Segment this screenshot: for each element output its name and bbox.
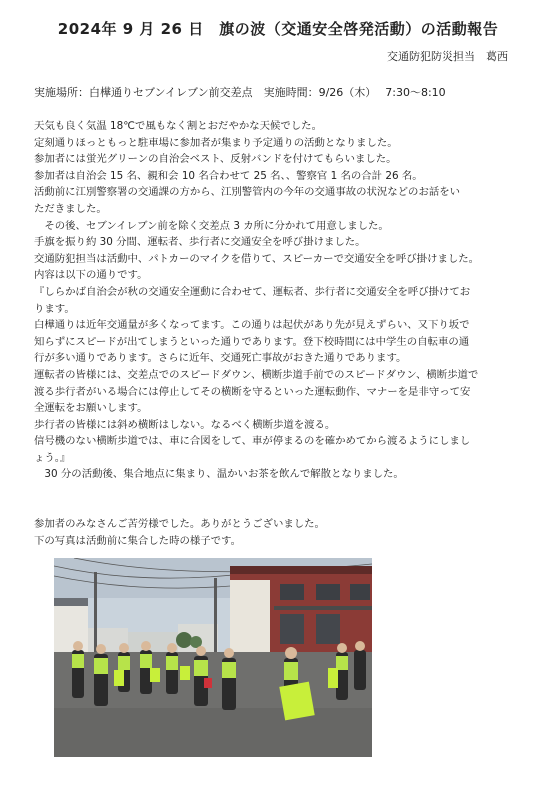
author-line: 交通防犯防災担当 葛西 (387, 50, 508, 63)
body-line: 天気も良く気温 18℃で風もなく割とおだやかな天候でした。 (34, 120, 322, 132)
report-title: 2024年 9 月 26 日 旗の波（交通安全啓発活動）の活動報告 (57, 20, 499, 38)
body-line: 行が多い通りであります。さらに近年、交通死亡事故がおきた通りであります。 (34, 352, 407, 365)
body-line: 歩行者の皆様には斜め横断はしない。なるべく横断歩道を渡る。 (34, 418, 336, 431)
report-body (34, 118, 514, 483)
event-info: 実施場所：白樺通りセブンイレブン前交差点 実施時間：9/26（木） 7:30～8:10 (34, 86, 446, 99)
body-line: 内容は以下の通りです。 (34, 269, 148, 282)
body-line: 手旗を振り約 30 分間、運転者、歩行者に交通安全を呼び掛けました。 (34, 236, 366, 249)
closing-line: 下の写真は活動前に集合した時の様子です。 (34, 534, 241, 547)
body-line: 参加者には蛍光グリーンの自治会ベスト、反射バンドを付けてもらいました。 (34, 153, 397, 166)
body-line: 参加者は自治会 15 名、親和会 10 名合わせて 25 名、、警察官 1 名の合計 26 名。 (34, 169, 423, 182)
body-line: 全運転をお願いします。 (34, 402, 148, 415)
closing-line: 参加者のみなさんご苦労様でした。ありがとうございました。 (34, 518, 325, 530)
body-line: 30 分の活動後、集合地点に集まり、温かいお茶を飲んで解散となりました。 (34, 468, 404, 481)
closing-text (34, 516, 325, 549)
body-line: 『しらかば自治会が秋の交通安全運動に合わせて、運転者、歩行者に交通安全を呼び掛けてお (34, 285, 471, 298)
body-line: 定刻通りほっともっと駐車場に参加者が集まり予定通りの活動となりました。 (34, 136, 398, 149)
body-line: 白樺通りは近年交通量が多くなってます。この通りは起伏があり先が見えずらい、又下り坂で (34, 319, 470, 332)
body-line: 運転者の皆様には、交差点でのスピードダウン、横断歩道手前でのスピードダウン、横断歩道で (34, 368, 479, 381)
body-line: ただきました。 (34, 202, 107, 215)
body-line: 交通防犯担当は活動中、パトカーのマイクを借りて、スピーカーで交通安全を呼び掛けました。 (34, 252, 480, 265)
group-photo (54, 558, 372, 757)
body-line: 活動前に江別警察署の交通課の方から、江別警管内の今年の交通事故の状況などのお話をい (34, 186, 461, 199)
body-line: ょう。』 (34, 451, 71, 464)
body-line: 渡る歩行者がいる場合には停止してその横断を守るといった運転動作、マナーを是非守って安 (34, 385, 471, 398)
body-line: ります。 (34, 302, 75, 315)
body-line: 信号機のない横断歩道では、車に合図をして、車が停まるのを確かめてから渡るようにしまし (34, 435, 471, 448)
body-line: その後、セブンイレブン前を除く交差点 3 カ所に分かれて用意しました。 (34, 219, 389, 232)
body-line: 知らずにスピードが出てしまうといった通りであります。登下校時間には中学生の自転車の通 (34, 335, 470, 348)
